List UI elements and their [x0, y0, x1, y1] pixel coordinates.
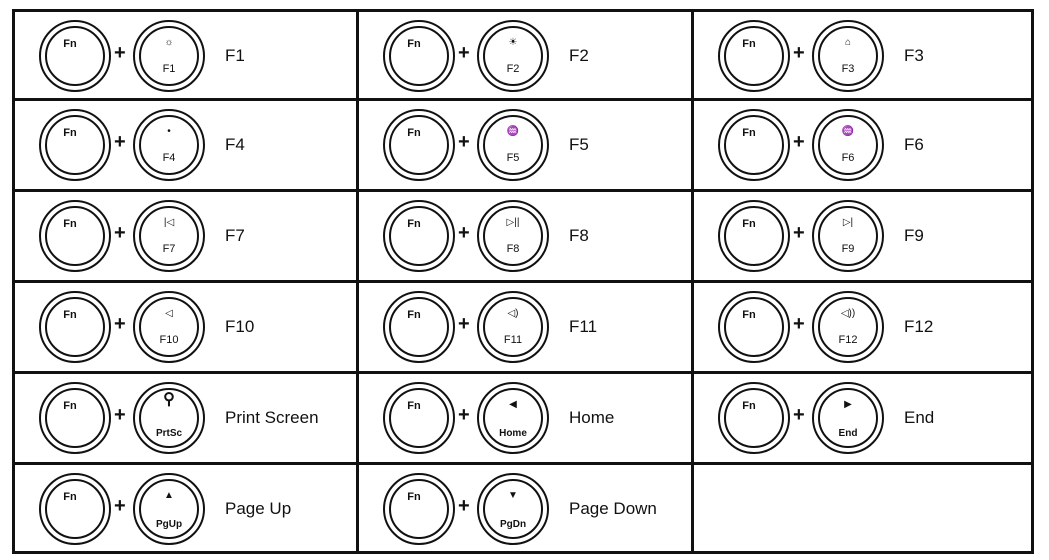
fn-key-label: Fn [742, 127, 756, 139]
function-key [477, 382, 549, 454]
shortcut-cell-f4 [15, 101, 359, 192]
function-key-label: PgDn [499, 519, 527, 530]
mute-icon: ◁ [165, 308, 173, 319]
function-key-label: F9 [841, 243, 855, 255]
shortcut-description: Page Down [569, 499, 657, 518]
shortcut-description: F10 [225, 317, 255, 336]
function-key [133, 20, 205, 92]
shortcut-description: F9 [904, 226, 924, 245]
fn-key-label: Fn [742, 38, 756, 50]
fn-key-label: Fn [407, 127, 421, 139]
fn-key [383, 291, 455, 363]
plus-sign: + [114, 404, 126, 426]
fn-key-label: Fn [407, 309, 421, 321]
fn-key-label: Fn [63, 400, 77, 412]
shortcut-description: End [904, 408, 935, 427]
shortcut-description: F7 [225, 226, 245, 245]
function-key-label: Home [499, 428, 527, 439]
function-key [477, 473, 549, 545]
brightness-up-icon: ☀ [508, 37, 518, 48]
function-key-label: PgUp [155, 519, 183, 530]
shortcut-cell-f5 [359, 101, 694, 192]
function-key-label: F6 [841, 152, 855, 164]
shortcut-description: Print Screen [225, 408, 319, 427]
shortcut-cell-f8 [359, 192, 694, 283]
plus-sign: + [114, 131, 126, 153]
shortcut-cell-f3 [694, 12, 1031, 101]
fn-key-label: Fn [407, 218, 421, 230]
fn-key [718, 20, 790, 92]
plus-sign: + [793, 222, 805, 244]
fn-key [383, 382, 455, 454]
function-key [133, 473, 205, 545]
keyboard-light-up-icon: ♒ [841, 126, 855, 137]
function-key [477, 109, 549, 181]
function-key [477, 20, 549, 92]
plus-sign: + [458, 404, 470, 426]
shortcut-cell-f1 [15, 12, 359, 101]
fn-key-label: Fn [742, 218, 756, 230]
shortcut-cell-f10 [15, 283, 359, 374]
fn-key [718, 109, 790, 181]
fn-key [383, 20, 455, 92]
plus-sign: + [458, 222, 470, 244]
plus-sign: + [114, 313, 126, 335]
fn-key-label: Fn [63, 491, 77, 503]
shortcut-description: F2 [569, 46, 589, 65]
function-key-label: F2 [506, 63, 520, 75]
fn-key [718, 382, 790, 454]
arrow-left-icon: ◀ [509, 399, 517, 410]
volume-down-icon: ◁) [507, 308, 519, 319]
function-key [477, 291, 549, 363]
fn-key [39, 20, 111, 92]
function-key-label: F4 [162, 152, 176, 164]
volume-up-icon: ◁)) [840, 308, 856, 319]
fn-key [39, 109, 111, 181]
function-key-label: PrtSc [155, 428, 183, 439]
shortcut-cell-print-screen [15, 374, 359, 465]
fn-key-label: Fn [407, 491, 421, 503]
fn-key [383, 200, 455, 272]
magnifier-icon: ⚲ [163, 391, 175, 408]
shortcut-cell-f12 [694, 283, 1031, 374]
fn-key [39, 291, 111, 363]
function-key-label: F12 [838, 334, 858, 346]
fn-key [39, 473, 111, 545]
plus-sign: + [793, 404, 805, 426]
shortcut-description: Page Up [225, 499, 292, 518]
previous-track-icon: |◁ [163, 217, 175, 228]
function-key [812, 200, 884, 272]
shortcut-cell-f2 [359, 12, 694, 101]
shortcut-cell-f6 [694, 101, 1031, 192]
fn-key [718, 200, 790, 272]
shortcut-description: F1 [225, 46, 245, 65]
function-key-label: F5 [506, 152, 520, 164]
plus-sign: + [458, 313, 470, 335]
shortcut-description: F11 [569, 317, 598, 336]
plus-sign: + [793, 131, 805, 153]
shortcut-description: F12 [904, 317, 934, 336]
function-key [133, 200, 205, 272]
plus-sign: + [793, 313, 805, 335]
arrow-down-icon: ▼ [508, 490, 518, 501]
shortcut-description: F4 [225, 135, 245, 154]
fn-key [39, 382, 111, 454]
shortcut-cell-f9 [694, 192, 1031, 283]
fn-key-label: Fn [63, 218, 77, 230]
light-icon: • [167, 126, 171, 137]
function-key [133, 291, 205, 363]
function-key-label: F3 [841, 63, 855, 75]
plus-sign: + [458, 131, 470, 153]
function-key [477, 200, 549, 272]
function-key [812, 291, 884, 363]
shortcut-table [12, 9, 1034, 554]
plus-sign: + [458, 495, 470, 517]
function-key [133, 109, 205, 181]
function-key-label: F10 [159, 334, 179, 346]
fn-key [383, 473, 455, 545]
function-key-label: F7 [162, 243, 176, 255]
plus-sign: + [458, 42, 470, 64]
function-key-label: F8 [506, 243, 520, 255]
function-key [812, 382, 884, 454]
plus-sign: + [114, 222, 126, 244]
plus-sign: + [114, 42, 126, 64]
keyboard-light-down-icon: ♒ [506, 126, 520, 137]
shortcut-cell-page-down [359, 465, 694, 551]
shortcut-description: F6 [904, 135, 924, 154]
fn-key [39, 200, 111, 272]
fn-key-label: Fn [407, 38, 421, 50]
play-pause-icon: ▷|| [506, 217, 520, 228]
shortcut-cell-f7 [15, 192, 359, 283]
function-key-label: F1 [162, 63, 176, 75]
shortcut-cell-home [359, 374, 694, 465]
shortcut-description: F3 [904, 46, 924, 65]
fn-key [718, 291, 790, 363]
fn-key-label: Fn [63, 127, 77, 139]
fn-key-label: Fn [63, 38, 77, 50]
fn-key-label: Fn [407, 400, 421, 412]
shortcut-cell-page-up [15, 465, 359, 551]
shortcut-description: F5 [569, 135, 589, 154]
brightness-down-icon: ☼ [164, 37, 174, 48]
function-key [812, 109, 884, 181]
arrow-right-icon: ▶ [844, 399, 852, 410]
function-key-label: F11 [503, 334, 523, 346]
shortcut-cell-end [694, 374, 1031, 465]
shortcut-description: Home [569, 408, 615, 427]
fn-key-label: Fn [742, 309, 756, 321]
function-key [133, 382, 205, 454]
empty-cell [694, 465, 1031, 551]
next-track-icon: ▷| [842, 217, 854, 228]
shortcut-cell-f11 [359, 283, 694, 374]
fn-key-label: Fn [63, 309, 77, 321]
shortcut-description: F8 [569, 226, 589, 245]
function-key [812, 20, 884, 92]
home-icon: ⌂ [844, 37, 852, 48]
fn-key [383, 109, 455, 181]
plus-sign: + [114, 495, 126, 517]
arrow-up-icon: ▲ [164, 490, 174, 501]
function-key-label: End [838, 428, 858, 439]
fn-key-label: Fn [742, 400, 756, 412]
plus-sign: + [793, 42, 805, 64]
